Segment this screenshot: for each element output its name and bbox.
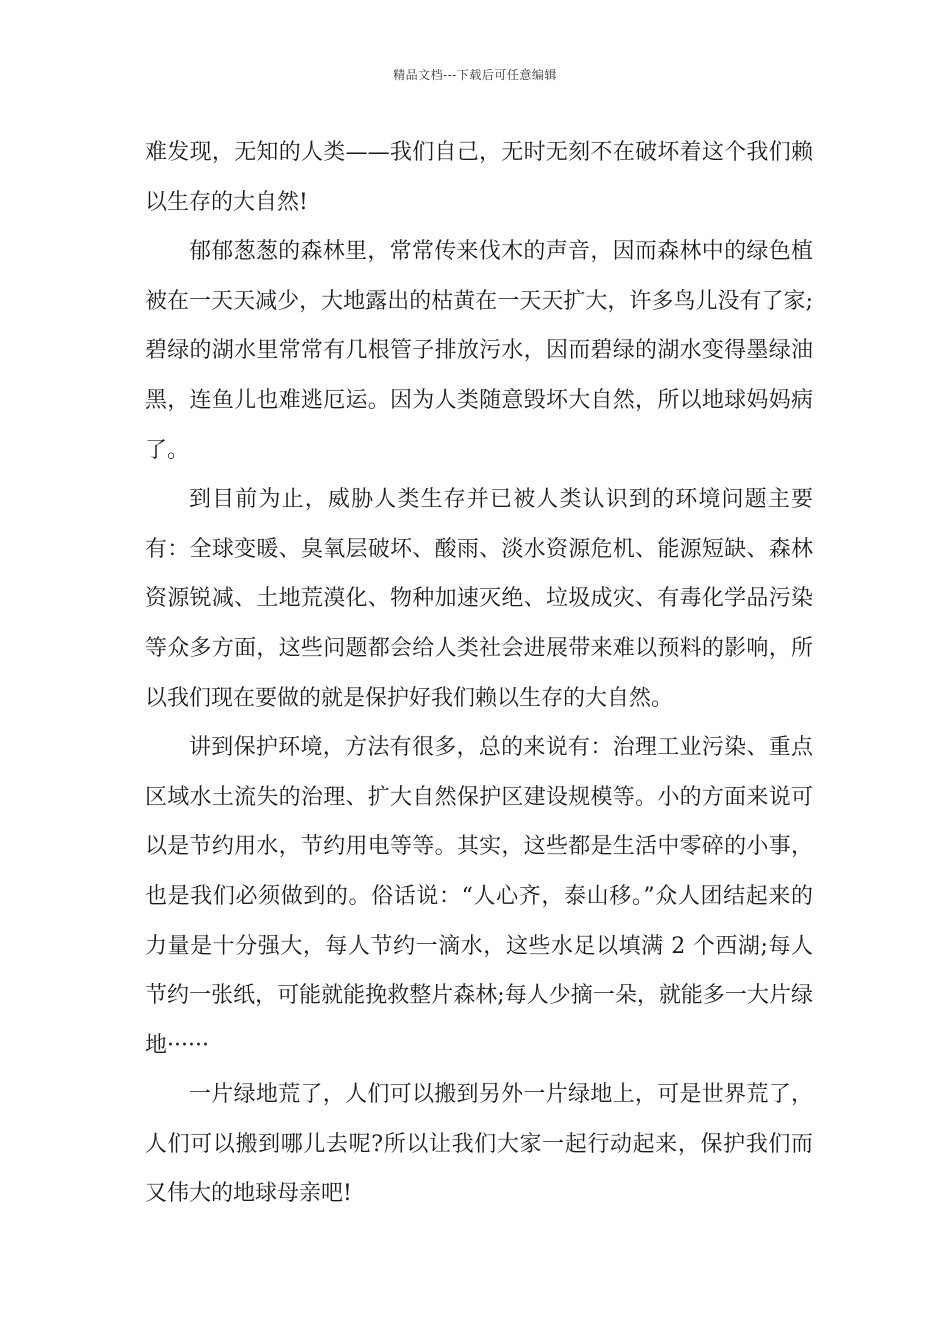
paragraph: 一片绿地荒了，人们可以搬到另外一片绿地上，可是世界荒了，人们可以搬到哪儿去呢?所以让我们大家一起行动起来，保护我们而又伟大的地球母亲吧! [145, 1082, 813, 1207]
paragraph: 讲到保护环境，方法有很多，总的来说有：治理工业污染、重点区域水土流失的治理、扩大自然保护区建设规模等。小的方面来说可以是节约用水，节约用电等等。其实，这些都是生活中零碎的小事，也是我们必须做到的。俗话说：“人心齐，泰山移。”众人团结起来的力量是十分强大，每人节约一滴水，这些水足以填满 2 个西湖;每人节约一张纸，可能就能挽救整片森林;每人少摘一朵，就能多一大片绿地······ [145, 735, 813, 1058]
paragraph: 郁郁葱葱的森林里，常常传来伐木的声音，因而森林中的绿色植被在一天天减少，大地露出的枯黄在一天天扩大，许多鸟儿没有了家;碧绿的湖水里常常有几根管子排放污水，因而碧绿的湖水变得墨绿油黑，连鱼儿也难逃厄运。因为人类随意毁坏大自然，所以地球妈妈病了。 [145, 239, 813, 463]
document-body [145, 128, 813, 1219]
paragraph: 到目前为止，威胁人类生存并已被人类认识到的环境问题主要有：全球变暖、臭氧层破坏、酸雨、淡水资源危机、能源短缺、森林资源锐减、土地荒漠化、物种加速灭绝、垃圾成灾、有毒化学品污染等众多方面，这些问题都会给人类社会进展带来难以预料的影响，所以我们现在要做的就是保护好我们赖以生存的大自然。 [145, 487, 813, 711]
page-header: 精品文档---下载后可任意编辑 [393, 68, 557, 82]
paragraph-continuation: 难发现，无知的人类——我们自己，无时无刻不在破坏着这个我们赖以生存的大自然! [145, 140, 813, 215]
